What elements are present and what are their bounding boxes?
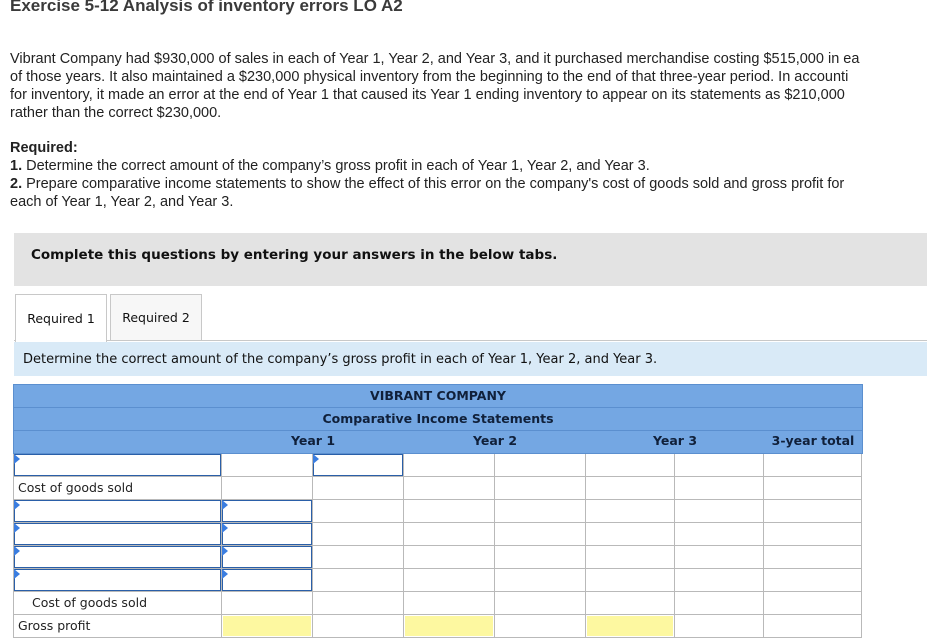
gross-profit-input[interactable]: [405, 616, 493, 636]
amount-cell[interactable]: [675, 569, 764, 592]
amount-cell[interactable]: [222, 569, 313, 592]
company-name: VIBRANT COMPANY: [13, 384, 863, 408]
required-item-2-cont: each of Year 1, Year 2, and Year 3.: [10, 194, 234, 210]
required-item-2-text: Prepare comparative income statements to show the effect of this error on the company's cost of goods sold and gross profit for: [22, 176, 845, 192]
amount-cell[interactable]: [495, 592, 586, 615]
row-label: Cost of goods sold: [18, 480, 134, 495]
col-year-3: Year 3: [652, 433, 698, 448]
row-label-cell: [13, 477, 222, 500]
amount-cell[interactable]: [313, 454, 404, 477]
amount-cell[interactable]: [764, 454, 862, 477]
amount-cell[interactable]: [404, 500, 495, 523]
amount-cell[interactable]: [586, 500, 675, 523]
required-item-1-text: Determine the correct amount of the company’s gross profit in each of Year 1, Year 2, and Year 3.: [22, 158, 650, 174]
account-dropdown[interactable]: [14, 523, 221, 545]
amount-cell[interactable]: [495, 546, 586, 569]
row-label: Gross profit: [18, 618, 91, 633]
amount-cell[interactable]: [586, 569, 675, 592]
row-label-cell[interactable]: [13, 500, 222, 523]
amount-cell[interactable]: [313, 569, 404, 592]
amount-cell[interactable]: [313, 615, 404, 638]
amount-cell[interactable]: [764, 523, 862, 546]
year1-label-dropdown[interactable]: [222, 546, 312, 568]
problem-line-2: of those years. It also maintained a $230,000 physical inventory from the beginning to the end of that three-year period. In accounti: [10, 69, 849, 85]
amount-cell[interactable]: [222, 454, 313, 477]
amount-cell[interactable]: [675, 592, 764, 615]
amount-cell[interactable]: [404, 454, 495, 477]
amount-cell[interactable]: [495, 454, 586, 477]
amount-cell[interactable]: [404, 523, 495, 546]
amount-cell[interactable]: [764, 592, 862, 615]
row-label: Cost of goods sold: [32, 595, 148, 610]
account-dropdown[interactable]: [14, 500, 221, 522]
amount-cell[interactable]: [222, 523, 313, 546]
problem-line-1: Vibrant Company had $930,000 of sales in each of Year 1, Year 2, and Year 3, and it purchased merchandise costing $515,000 in ea: [10, 51, 860, 67]
amount-cell[interactable]: [586, 546, 675, 569]
amount-cell[interactable]: [222, 546, 313, 569]
banner-text: Complete this questions by entering your answers in the below tabs.: [31, 247, 558, 263]
account-dropdown[interactable]: [14, 546, 221, 568]
col-3-year-total: 3-year total: [771, 433, 855, 448]
amount-cell[interactable]: [586, 523, 675, 546]
amount-cell[interactable]: [404, 592, 495, 615]
amount-cell[interactable]: [495, 615, 586, 638]
amount-cell[interactable]: [764, 615, 862, 638]
page-title: Exercise 5-12 Analysis of inventory errors LO A2: [10, 0, 403, 15]
tab-required-2[interactable]: Required 2: [110, 294, 202, 340]
problem-line-4: rather than the correct $230,000.: [10, 105, 222, 121]
amount-cell[interactable]: [313, 500, 404, 523]
amount-cell[interactable]: [675, 615, 764, 638]
required-item-1: [10, 157, 650, 175]
amount-cell[interactable]: [313, 592, 404, 615]
amount-cell[interactable]: [764, 500, 862, 523]
gross-profit-input[interactable]: [587, 616, 673, 636]
amount-cell[interactable]: [675, 454, 764, 477]
row-label-cell[interactable]: [13, 454, 222, 477]
amount-cell[interactable]: [495, 500, 586, 523]
amount-cell[interactable]: [675, 546, 764, 569]
row-label-cell[interactable]: [13, 546, 222, 569]
amount-cell[interactable]: [586, 477, 675, 500]
required-item-2-num: 2.: [10, 176, 23, 192]
required-heading: Required:: [10, 140, 78, 156]
row-label-cell[interactable]: [13, 523, 222, 546]
amount-cell[interactable]: [404, 569, 495, 592]
col-year-2: Year 2: [472, 433, 518, 448]
tab-divider: [14, 340, 927, 341]
statement-subtitle: Comparative Income Statements: [13, 407, 863, 431]
tab-instruction: [14, 342, 927, 376]
amount-cell[interactable]: [313, 477, 404, 500]
amount-cell[interactable]: [404, 615, 495, 638]
amount-cell[interactable]: [764, 546, 862, 569]
amount-cell[interactable]: [495, 477, 586, 500]
account-dropdown[interactable]: [14, 569, 221, 591]
amount-cell[interactable]: [675, 500, 764, 523]
amount-cell[interactable]: [222, 500, 313, 523]
amount-cell[interactable]: [222, 615, 313, 638]
instruction-text: Determine the correct amount of the company’s gross profit in each of Year 1, Year 2, and Year 3.: [23, 352, 658, 367]
amount-cell[interactable]: [764, 477, 862, 500]
row-label-cell: [13, 592, 222, 615]
amount-cell[interactable]: [495, 569, 586, 592]
amount-cell[interactable]: [675, 477, 764, 500]
instructions-banner: [14, 233, 927, 286]
required-item-2: [10, 175, 844, 193]
amount-cell[interactable]: [313, 546, 404, 569]
amount-cell[interactable]: [586, 454, 675, 477]
gross-profit-input[interactable]: [223, 616, 311, 636]
amount-cell[interactable]: [495, 523, 586, 546]
amount-cell[interactable]: [404, 477, 495, 500]
row-label-cell[interactable]: [13, 569, 222, 592]
col-year-1: Year 1: [290, 433, 336, 448]
account-dropdown[interactable]: [14, 454, 221, 476]
amount-cell[interactable]: [313, 523, 404, 546]
year1-label-dropdown[interactable]: [222, 523, 312, 545]
year1-amount-dropdown[interactable]: [313, 454, 403, 476]
amount-cell[interactable]: [222, 477, 313, 500]
problem-line-3: for inventory, it made an error at the end of Year 1 that caused its Year 1 ending inventory to appear on its statements as $210,000: [10, 87, 845, 103]
required-item-1-num: 1.: [10, 158, 23, 174]
year1-label-dropdown[interactable]: [222, 500, 312, 522]
year1-label-dropdown[interactable]: [222, 569, 312, 591]
tab-required-1[interactable]: Required 1: [15, 294, 107, 342]
amount-cell[interactable]: [404, 546, 495, 569]
amount-cell[interactable]: [222, 592, 313, 615]
amount-cell[interactable]: [675, 523, 764, 546]
amount-cell[interactable]: [586, 615, 675, 638]
row-label-cell: [13, 615, 222, 638]
amount-cell[interactable]: [586, 592, 675, 615]
amount-cell[interactable]: [764, 569, 862, 592]
